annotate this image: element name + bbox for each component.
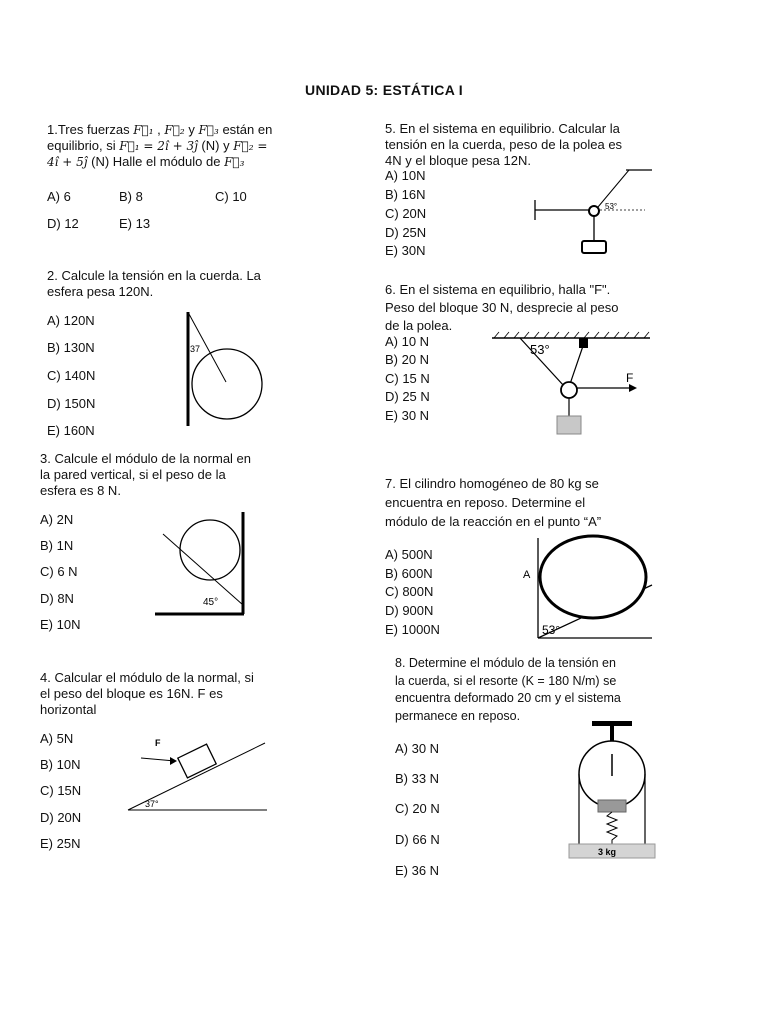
q4-angle-label: 37° bbox=[145, 799, 159, 809]
q5-option-a[interactable]: A) 10N bbox=[385, 168, 426, 183]
q2-statement bbox=[47, 268, 347, 300]
q5-line-3: 4N y el bloque pesa 12N. bbox=[385, 153, 531, 168]
q4-option-c[interactable]: C) 15N bbox=[40, 783, 82, 798]
q7-point-label: A bbox=[523, 569, 531, 581]
q1-line-2: equilibrio, si F⃗₁ = 2î + 3ĵ (N) y F⃗₂ = bbox=[47, 138, 268, 153]
q5-pulley bbox=[589, 206, 599, 216]
q7-option-a[interactable]: A) 500N bbox=[385, 547, 433, 562]
q3-option-d[interactable]: D) 8N bbox=[40, 591, 74, 606]
q1-option-e[interactable]: E) 13 bbox=[119, 216, 151, 231]
q8-statement bbox=[395, 655, 665, 725]
q6-option-c[interactable]: C) 15 N bbox=[385, 371, 430, 386]
q2-option-c[interactable]: C) 140N bbox=[47, 368, 96, 383]
q6-block bbox=[557, 416, 581, 434]
q5-line-1: 5. En el sistema en equilibrio. Calcular la bbox=[385, 121, 620, 136]
q6-line-3: de la polea. bbox=[385, 318, 453, 333]
q3-statement bbox=[40, 451, 340, 499]
q3-line-3: esfera es 8 N. bbox=[40, 483, 121, 498]
q5-option-e[interactable]: E) 30N bbox=[385, 243, 426, 258]
q2-option-b[interactable]: B) 130N bbox=[47, 340, 95, 355]
q8-option-c[interactable]: C) 20 N bbox=[395, 801, 440, 816]
q6-anchor bbox=[579, 338, 588, 348]
q3-option-a[interactable]: A) 2N bbox=[40, 512, 74, 527]
q1-statement bbox=[47, 122, 347, 170]
q7-option-d[interactable]: D) 900N bbox=[385, 603, 434, 618]
q6-statement bbox=[385, 281, 685, 335]
q8-option-d[interactable]: D) 66 N bbox=[395, 832, 440, 847]
q3-option-c[interactable]: C) 6 N bbox=[40, 564, 78, 579]
q6-arrowhead-icon bbox=[629, 384, 637, 392]
q1-option-b[interactable]: B) 8 bbox=[119, 189, 143, 204]
q4-force-label: F bbox=[155, 738, 161, 748]
q7-line-2: encuentra en reposo. Determine el bbox=[385, 495, 586, 510]
q5-line-2: tensión en la cuerda, peso de la polea es bbox=[385, 137, 623, 152]
q6-rope-right bbox=[570, 346, 583, 384]
q4-force-arrow bbox=[141, 758, 175, 761]
q2-sphere bbox=[192, 349, 262, 419]
q6-line-1: 6. En el sistema en equilibrio, halla "F". bbox=[385, 282, 611, 297]
q3-line-1: 3. Calcule el módulo de la normal en bbox=[40, 451, 252, 466]
q6-force-label: F bbox=[626, 371, 634, 385]
q6-line-2: Peso del bloque 30 N, desprecie al peso bbox=[385, 300, 619, 315]
q2-option-e[interactable]: E) 160N bbox=[47, 423, 95, 438]
q8-spring bbox=[607, 812, 617, 844]
q8-option-e[interactable]: E) 36 N bbox=[395, 863, 440, 878]
q3-sphere bbox=[180, 520, 240, 580]
q4-option-d[interactable]: D) 20N bbox=[40, 810, 82, 825]
q5-option-b[interactable]: B) 16N bbox=[385, 187, 426, 202]
q8-option-b[interactable]: B) 33 N bbox=[395, 771, 440, 786]
q8-diagram bbox=[565, 718, 660, 860]
q8-block bbox=[598, 800, 626, 812]
q5-option-c[interactable]: C) 20N bbox=[385, 206, 427, 221]
q8-option-a[interactable]: A) 30 N bbox=[395, 741, 440, 756]
q8-mass-label: 3 kg bbox=[598, 847, 617, 857]
q7-option-e[interactable]: E) 1000N bbox=[385, 622, 440, 637]
q1-option-c[interactable]: C) 10 bbox=[215, 189, 247, 204]
q5-option-d[interactable]: D) 25N bbox=[385, 225, 427, 240]
q8-line-4: permanece en reposo. bbox=[395, 708, 521, 723]
q6-option-a[interactable]: A) 10 N bbox=[385, 334, 430, 349]
q4-line-1: 4. Calcular el módulo de la normal, si bbox=[40, 670, 254, 685]
q3-option-b[interactable]: B) 1N bbox=[40, 538, 74, 553]
q7-statement bbox=[385, 474, 685, 531]
q8-line-1: 8. Determine el módulo de la tensión en bbox=[395, 656, 616, 670]
q4-option-b[interactable]: B) 10N bbox=[40, 757, 81, 772]
q5-diagram bbox=[530, 165, 680, 260]
q4-line-3: horizontal bbox=[40, 702, 97, 717]
q6-option-e[interactable]: E) 30 N bbox=[385, 408, 430, 423]
q3-option-e[interactable]: E) 10N bbox=[40, 617, 81, 632]
q7-option-b[interactable]: B) 600N bbox=[385, 566, 433, 581]
q1-line-3: 4î + 5ĵ (N) Halle el módulo de F⃗₃ bbox=[47, 154, 245, 169]
q7-cylinder bbox=[540, 536, 646, 618]
q4-arrowhead-icon bbox=[170, 757, 177, 765]
q7-line-1: 7. El cilindro homogéneo de 80 kg se bbox=[385, 476, 599, 491]
q3-incline bbox=[163, 534, 243, 605]
q7-angle-label: 53° bbox=[542, 623, 561, 637]
q7-option-c[interactable]: C) 800N bbox=[385, 584, 434, 599]
q3-angle-label: 45° bbox=[203, 597, 219, 608]
q8-line-2: la cuerda, si el resorte (K = 180 N/m) se bbox=[395, 673, 617, 688]
q4-block bbox=[178, 744, 216, 778]
page-title: UNIDAD 5: ESTÁTICA I bbox=[305, 82, 463, 98]
q4-statement bbox=[40, 670, 340, 718]
q2-line-2: esfera pesa 120N. bbox=[47, 284, 154, 299]
q4-option-e[interactable]: E) 25N bbox=[40, 836, 81, 851]
q4-diagram bbox=[125, 735, 275, 815]
q1-line-1: 1.Tres fuerzas F⃗₁ , F⃗₂ y F⃗₃ están en bbox=[47, 122, 273, 137]
q6-pulley bbox=[561, 382, 577, 398]
q1-option-d[interactable]: D) 12 bbox=[47, 216, 79, 231]
q5-angle-label: 53° bbox=[605, 202, 618, 211]
q2-diagram bbox=[180, 310, 270, 430]
q6-diagram bbox=[490, 330, 655, 440]
q4-line-2: el peso del bloque es 16N. F es bbox=[40, 686, 223, 701]
q8-support-bar bbox=[592, 721, 632, 726]
q5-statement bbox=[385, 121, 685, 169]
q2-option-d[interactable]: D) 150N bbox=[47, 396, 96, 411]
q7-diagram bbox=[520, 530, 660, 642]
q1-option-a[interactable]: A) 6 bbox=[47, 189, 71, 204]
q6-option-b[interactable]: B) 20 N bbox=[385, 352, 430, 367]
q3-line-2: la pared vertical, si el peso de la bbox=[40, 467, 226, 482]
q3-diagram bbox=[155, 510, 255, 620]
q4-option-a[interactable]: A) 5N bbox=[40, 731, 74, 746]
q8-line-3: encuentra deformado 20 cm y el sistema bbox=[395, 691, 621, 705]
q6-ceiling-hatch bbox=[494, 332, 649, 338]
q6-angle-label: 53° bbox=[530, 342, 550, 357]
q2-angle-label: 37 bbox=[190, 344, 201, 354]
q2-option-a[interactable]: A) 120N bbox=[47, 313, 95, 328]
q2-line-1: 2. Calcule la tensión en la cuerda. La bbox=[47, 268, 261, 283]
q7-line-3: módulo de la reacción en el punto “A” bbox=[385, 514, 602, 529]
q6-option-d[interactable]: D) 25 N bbox=[385, 389, 430, 404]
q5-block bbox=[582, 241, 606, 253]
